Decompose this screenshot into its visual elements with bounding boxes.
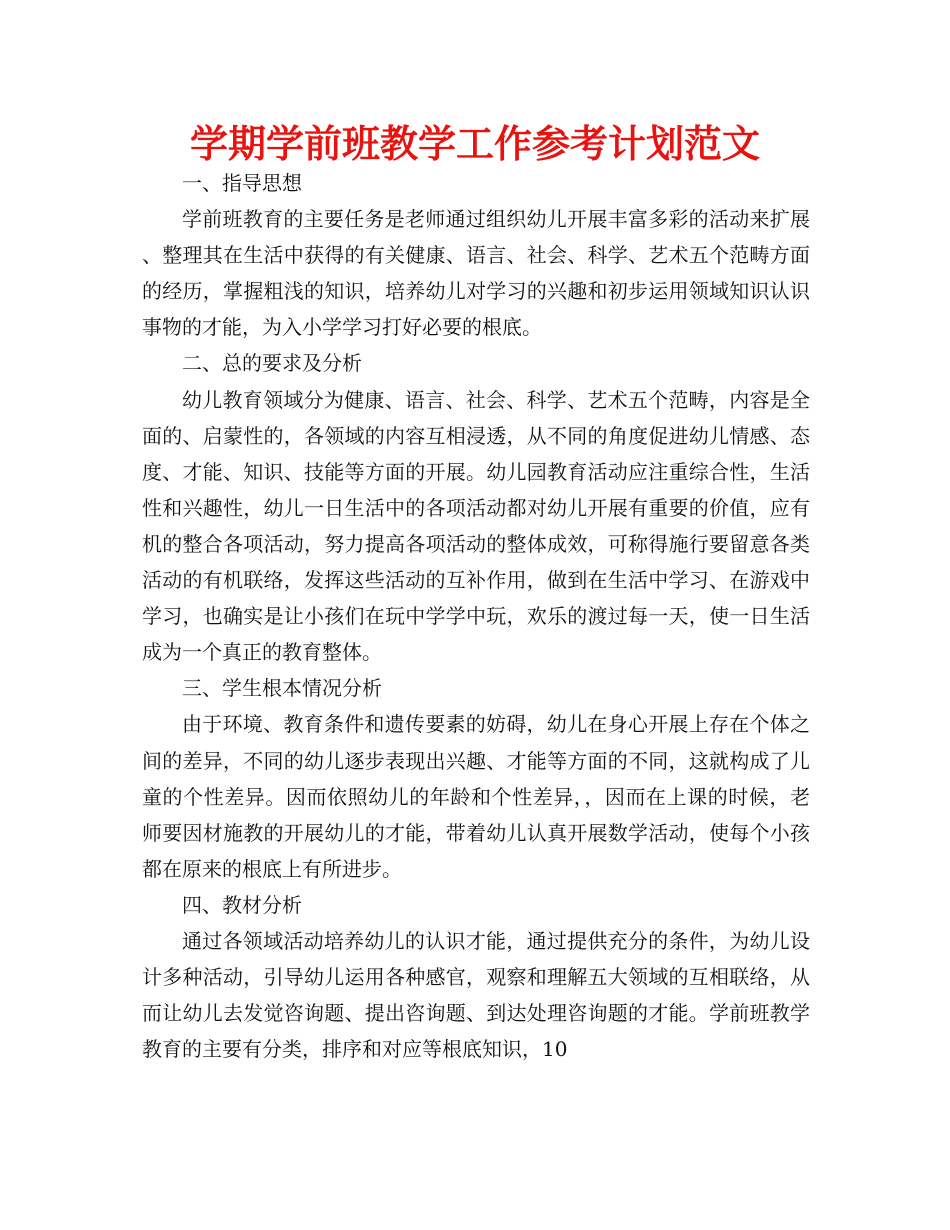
section-heading-teaching-material-analysis: 四、教材分析 (182, 892, 302, 917)
section-heading-guiding-thought: 一、指导思想 (182, 171, 302, 195)
paragraph-student-analysis: 由于环境、教育条件和遗传要素的妨碍，幼儿在身心开展上存在个体之间的差异，不同的幼儿逐步表现出兴趣、才能等方面的不同，这就构成了儿童的个性差异。因而依照幼儿的年龄和个性差异，，因而在上课的时候，老师要因材施教的开展幼儿的才能，带着幼儿认真开展数学活动，使每个小孩都在原来的根底上有所进步。 (142, 712, 810, 881)
paragraph-teaching-material-analysis: 通过各领域活动培养幼儿的认识才能，通过提供充分的条件，为幼儿设计多种活动，引导幼儿运用各种感官，观察和理解五大领域的互相联络，从而让幼儿去发觉咨询题、提出咨询题、到达处理咨询题的才能。学前班教学教育的主要有分类，排序和对应等根底知识，10 (142, 928, 810, 1062)
document-body (142, 165, 810, 1067)
paragraph-overall-requirements: 幼儿教育领域分为健康、语言、社会、科学、艺术五个范畴，内容是全面的、启蒙性的，各领域的内容互相浸透，从不同的角度促进幼儿情感、态度、才能、知识、技能等方面的开展。幼儿园教育活动应注重综合性，生活性和兴趣性，幼儿一日生活中的各项活动都对幼儿开展有重要的价值，应有机的整合各项活动，努力提高各项活动的整体成效，可称得施行要留意各类活动的有机联络，发挥这些活动的互补作用，做到在生活中学习、在游戏中学习，也确实是让小孩们在玩中学学中玩，欢乐的渡过每一天，使一日生活成为一个真正的教育整体。 (142, 387, 810, 665)
section-heading-student-analysis: 三、学生根本情况分析 (182, 676, 382, 701)
document-title: 学期学前班教学工作参考计划范文 (189, 122, 760, 166)
paragraph-guiding-thought: 学前班教育的主要任务是老师通过组织幼儿开展丰富多彩的活动来扩展、整理其在生活中获得的有关健康、语言、社会、科学、艺术五个范畴方面的经历，掌握粗浅的知识，培养幼儿对学习的兴趣和初步运用领域知识认识事物的才能，为入小学学习打好必要的根底。 (142, 207, 810, 340)
section-heading-overall-requirements: 二、总的要求及分析 (182, 351, 362, 376)
